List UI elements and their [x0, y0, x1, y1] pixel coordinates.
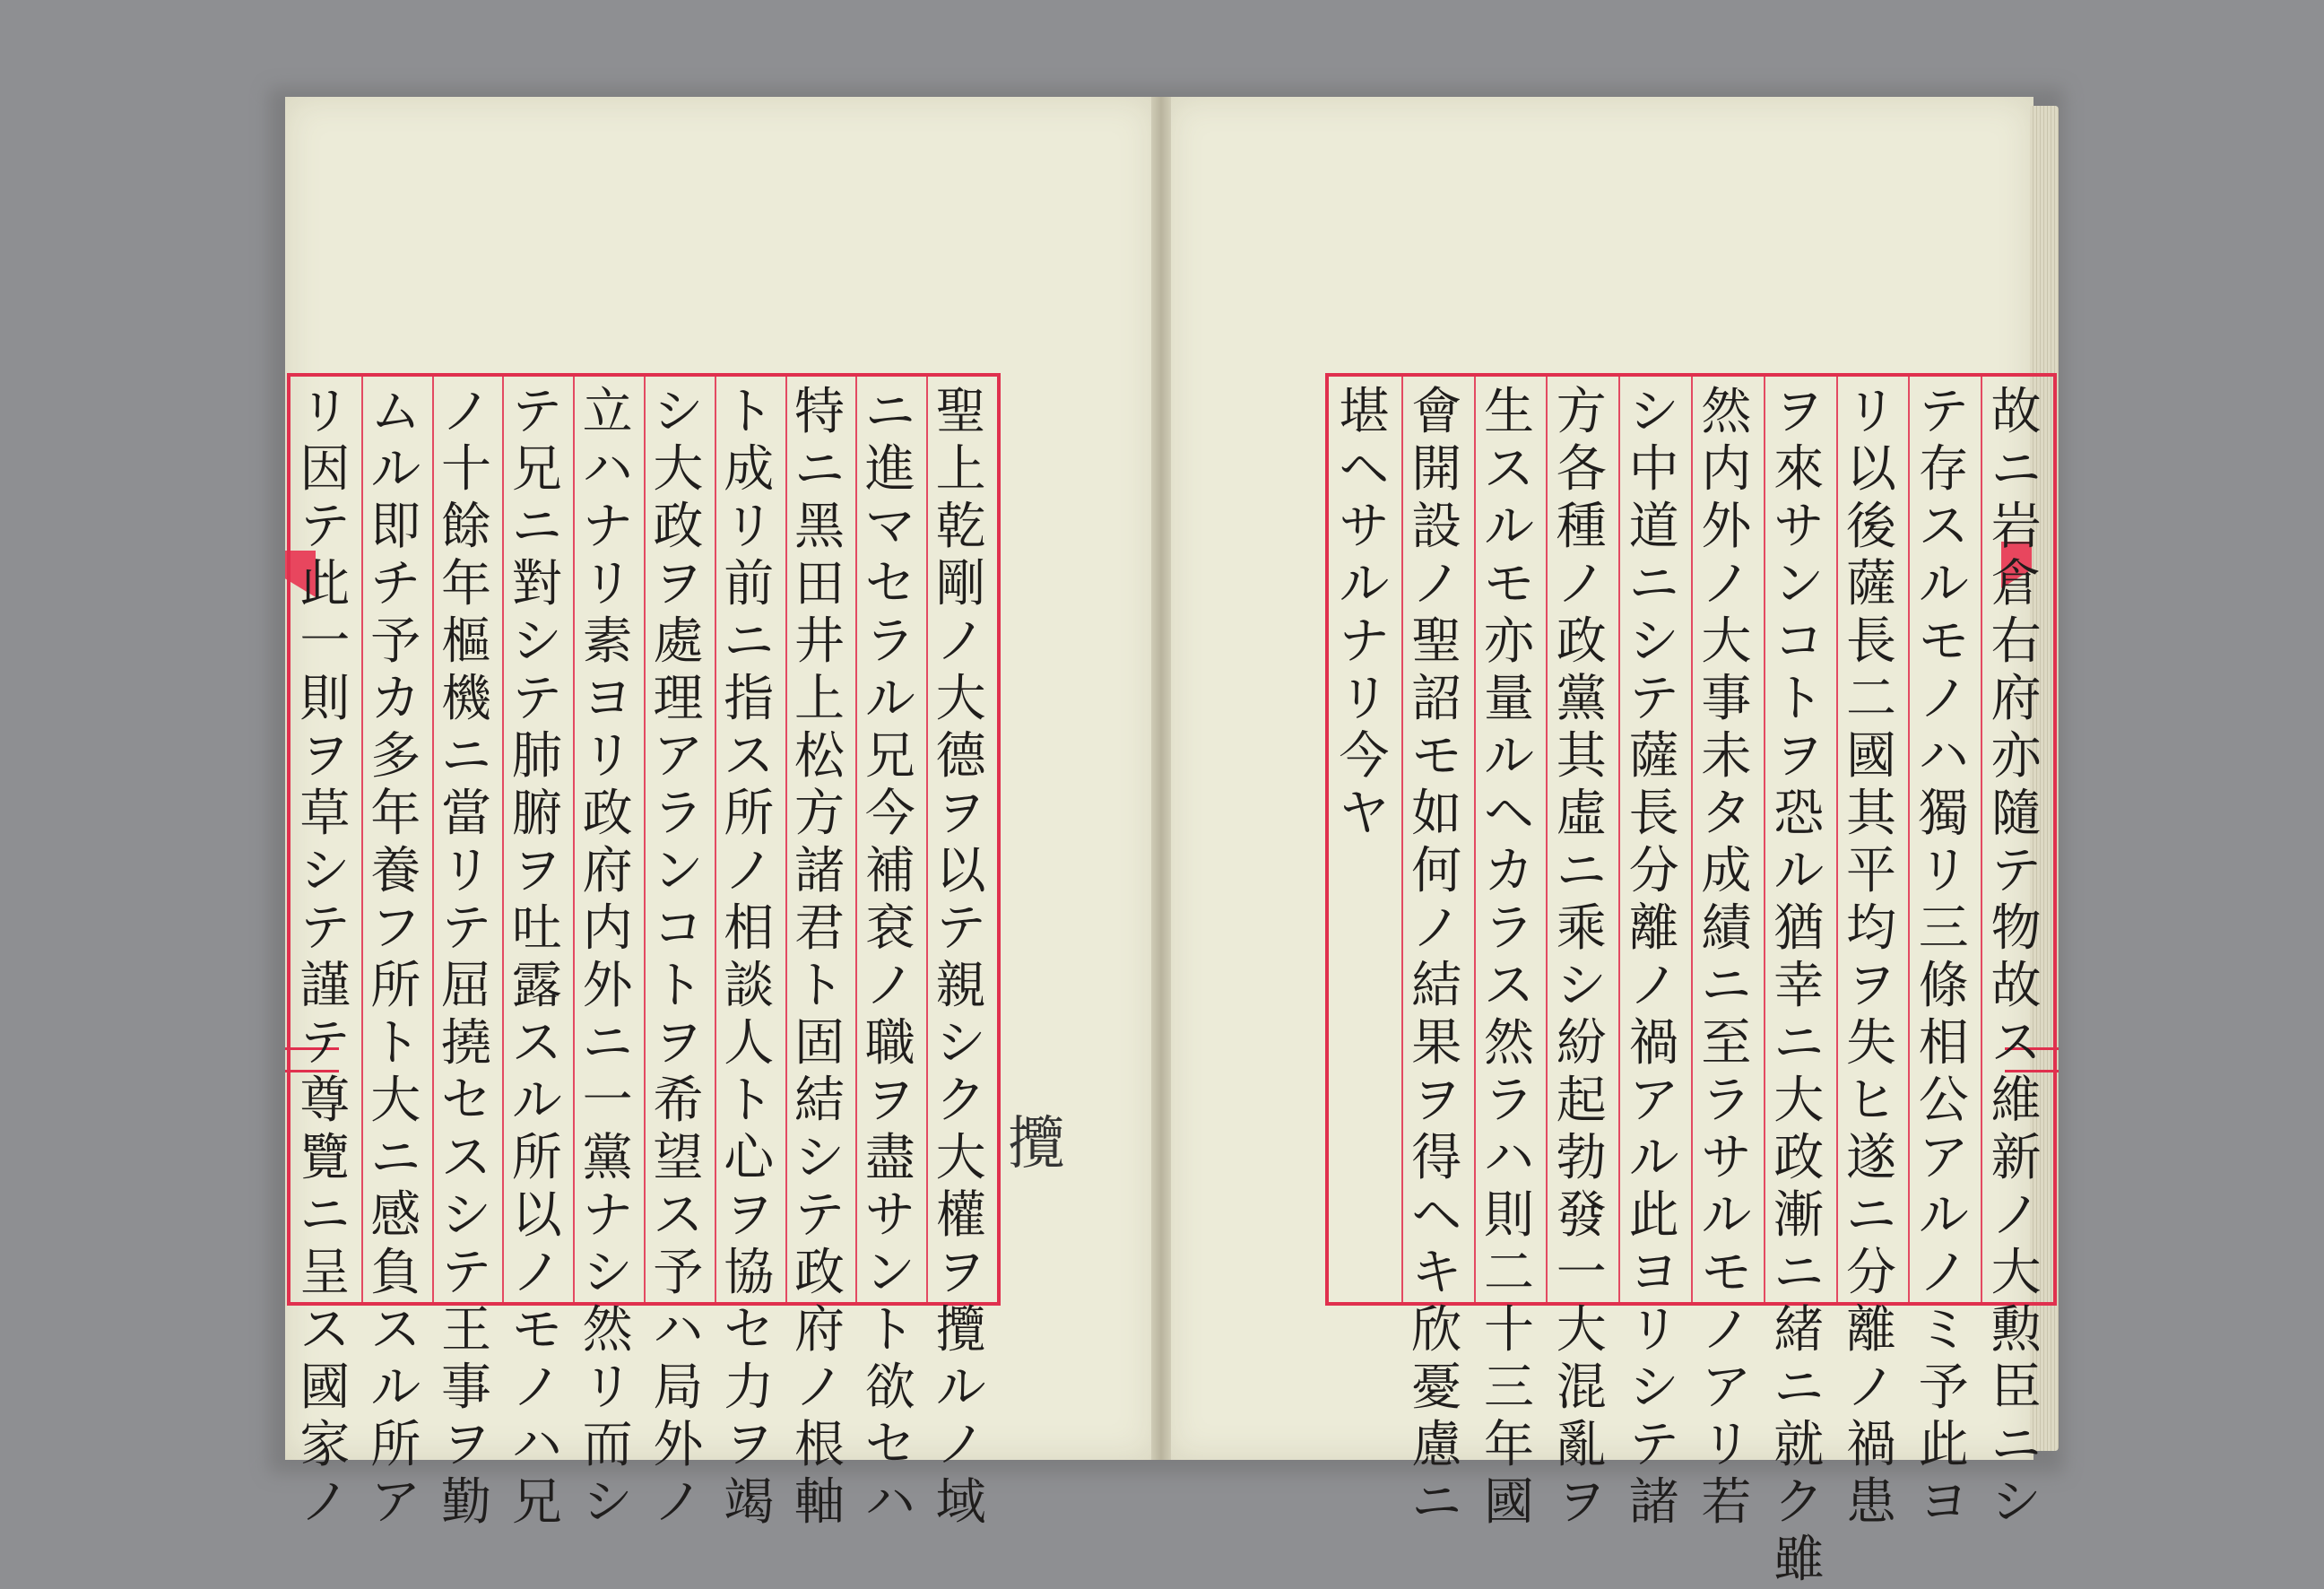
left-text-frame	[287, 373, 1001, 1532]
left-column-rule	[432, 377, 434, 1302]
left-column-rule	[573, 377, 575, 1302]
right-text-column: ヲ 來 サ ン コ ト ヲ 恐 ル 猶 幸 ニ 大 政 漸 ニ 緒 ニ 就 ク 雖	[1773, 383, 1826, 1589]
right-column-rule	[1764, 377, 1765, 1302]
left-text-column: 聖 上 乾 剛 ノ 大 德 ヲ 以 テ 親 シ ク 大 權 ヲ 攬 ル ノ 域	[935, 383, 988, 1532]
right-column-rule	[1474, 377, 1476, 1302]
left-text-column: 特 ニ 黑 田 井 上 松 方 諸 君 ト 固 結 シ テ 政 府 ノ 根 軸	[794, 383, 846, 1532]
left-text-column: テ 兄 ニ 對 シ テ 肺 腑 ヲ 吐 露 ス ル 所 以 ノ モ ノ ハ 兄	[511, 383, 564, 1532]
right-text-column: リ 以 後 薩 長 二 國 其 平 均 ヲ 失 ヒ 遂 ニ 分 離 ノ 禍 患	[1846, 383, 1898, 1532]
right-column-rule	[1981, 377, 1982, 1302]
right-column-rule	[1546, 377, 1548, 1302]
right-text-column: 然 内 外 ノ 大 事 未 タ 成 績 ニ 至 ラ サ ル モ ノ ア リ 若	[1701, 383, 1754, 1532]
right-text-frame	[1325, 373, 2057, 1589]
right-text-column: 堪 ヘ サ ル ナ リ 今 ヤ	[1339, 383, 1392, 843]
left-text-column: ト 成 リ 前 ニ 指 ス 所 ノ 相 談 人 ト 心 ヲ 協 セ 力 ヲ 竭	[724, 383, 776, 1532]
left-text-column: ノ 十 餘 年 樞 機 ニ 當 リ テ 屈 撓 セ ス シ テ 王 事 ヲ 勤	[441, 383, 493, 1532]
right-column-rule	[1618, 377, 1620, 1302]
left-column-rule	[785, 377, 787, 1302]
right-text-column: テ 存 ス ル モ ノ ハ 獨 リ 三 條 相 公 ア ル ノ ミ 予 此 ヨ	[1918, 383, 1971, 1532]
book-gutter	[1151, 97, 1171, 1460]
left-text-column: ニ 進 マ セ ラ ル 兄 今 補 袞 ノ 職 ヲ 盡 サ ン ト 欲 セ ハ	[864, 383, 917, 1532]
left-column-rule	[502, 377, 504, 1302]
right-column-rule	[1401, 377, 1403, 1302]
left-column-rule	[361, 377, 363, 1302]
right-text-column: 方 各 種 ノ 政 黨 其 虛 ニ 乘 シ 紛 起 勃 發 一 大 混 亂 ヲ	[1556, 383, 1609, 1532]
left-text-column: 立 ハ ナ リ 素 ヨ リ 政 府 内 外 ニ 一 黨 ナ シ 然 リ 而 シ	[582, 383, 635, 1532]
left-column-rule	[926, 377, 928, 1302]
right-text-column: 會 開 設 ノ 聖 詔 モ 如 何 ノ 結 果 ヲ 得 ヘ キ 欣 憂 慮 ニ	[1411, 383, 1464, 1532]
left-column-rule	[644, 377, 646, 1302]
margin-annotation: 攬	[1008, 1111, 1065, 1177]
right-text-column: 生 ス ル モ 亦 量 ル ヘ カ ラ ス 然 ラ ハ 則 二 十 三 年 國	[1484, 383, 1536, 1532]
left-column-rule	[715, 377, 716, 1302]
right-text-column: シ 中 道 ニ シ テ 薩 長 分 離 ノ 禍 ア ル 此 ヨ リ シ テ 諸	[1628, 383, 1681, 1532]
right-text-column: 故 ニ 岩 倉 右 府 亦 隨 テ 物 故 ス 維 新 ノ 大 勲 臣 ニ シ	[1990, 383, 2043, 1532]
left-text-column: シ 大 政 ヲ 處 理 ア ラ ン コ ト ヲ 希 望 ス 予 ハ 局 外 ノ	[653, 383, 706, 1532]
left-column-rule	[855, 377, 857, 1302]
right-column-rule	[1691, 377, 1693, 1302]
left-text-column: リ 因 テ 此 一 則 ヲ 草 シ テ 謹 テ 尊 覽 ニ 呈 ス 國 家 ノ	[299, 383, 352, 1532]
right-column-rule	[1908, 377, 1910, 1302]
left-text-column: ム ル 即 チ 予 カ 多 年 養 フ 所 ト 大 ニ 感 負 ス ル 所 ア	[370, 383, 423, 1532]
right-column-rule	[1836, 377, 1838, 1302]
